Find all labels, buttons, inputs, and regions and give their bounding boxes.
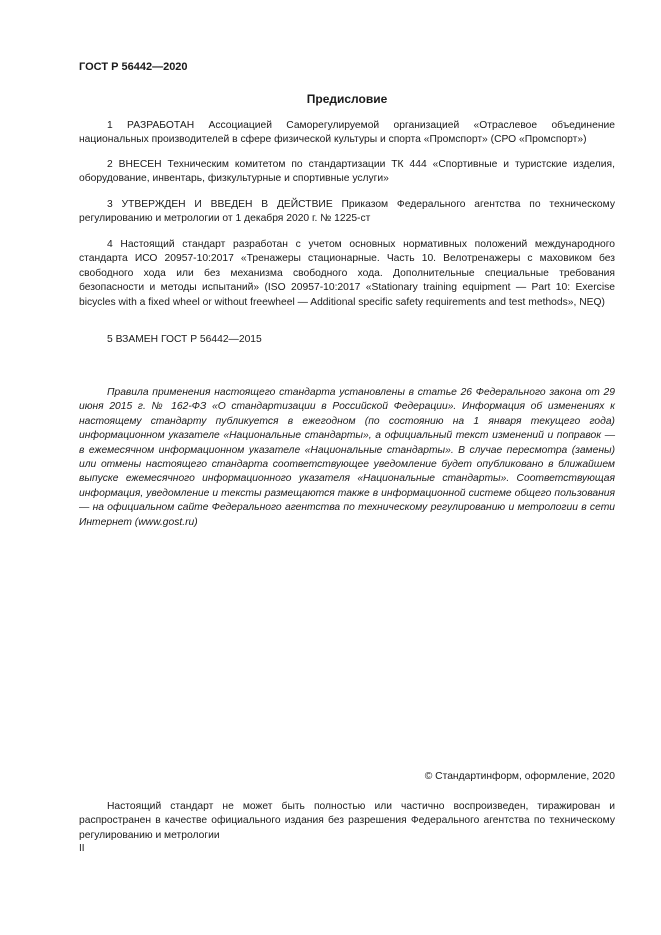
foreword-item-4: 4 Настоящий стандарт разработан с учетом основных нормативных положений международного стандарта ИСО 20957-10:2017 «Тренажеры стационарные. Часть 10. Велотренажеры с маховиком без свободного хода или без механизма свободного хода. Дополнительные специальные требования безопасности и методы испытаний» (ISO 20957-10:2017 «Stationary training equipment — Part 10: Exercise bicycles with a fixed wheel or without freewheel — Additional specific safety requirements and test methods», NEQ) — [79, 239, 615, 308]
section-title: Предисловие — [306, 92, 388, 106]
reprint-notice: Настоящий стандарт не может быть полностью или частично воспроизведен, тиражирован и распространен в качестве официального издания без разрешения Федерального агентства по техническому регулированию и метрологии — [79, 801, 615, 841]
copyright-line: © Стандартинформ, оформление, 2020 — [424, 771, 615, 782]
foreword-item-1: 1 РАЗРАБОТАН Ассоциацией Саморегулируемой организацией «Отраслевое объединение национальных производителей в сфере физической культуры и спорта «Промспорт» (СРО «Промспорт») — [79, 120, 615, 146]
application-rules-notice: Правила применения настоящего стандарта установлены в статье 26 Федерального закона от 29 июня 2015 г. № 162-ФЗ «О стандартизации в Российской Федерации». Информация об изменениях к настоящему стандарту публикуется в ежегодном (по состоянию на 1 января текущего года) информационном указателе «Национальные стандарты», а официальный текст изменений и поправок — в ежемесячном информационном указателе «Национальные стандарты». В случае пересмотра (замены) или отмены настоящего стандарта соответствующее уведомление будет опубликовано в ближайшем выпуске ежемесячного информационного указателя «Национальные стандарты». Соответствующая информация, уведомление и тексты размещаются также в информационной системе общего пользования — на официальном сайте Федерального агентства по техническому регулированию и метрологии в сети Интернет (www.gost.ru) — [79, 387, 615, 528]
foreword-item-5: 5 ВЗАМЕН ГОСТ Р 56442—2015 — [107, 334, 262, 345]
page-number: II — [79, 843, 85, 854]
foreword-item-3: 3 УТВЕРЖДЕН И ВВЕДЕН В ДЕЙСТВИЕ Приказом Федерального агентства по техническому регулированию и метрологии от 1 декабря 2020 г. № 1225-ст — [79, 199, 615, 225]
standard-code: ГОСТ Р 56442—2020 — [79, 61, 188, 73]
foreword-item-2: 2 ВНЕСЕН Техническим комитетом по стандартизации ТК 444 «Спортивные и туристские изделия, оборудование, инвентарь, физкультурные и спортивные услуги» — [79, 159, 615, 185]
